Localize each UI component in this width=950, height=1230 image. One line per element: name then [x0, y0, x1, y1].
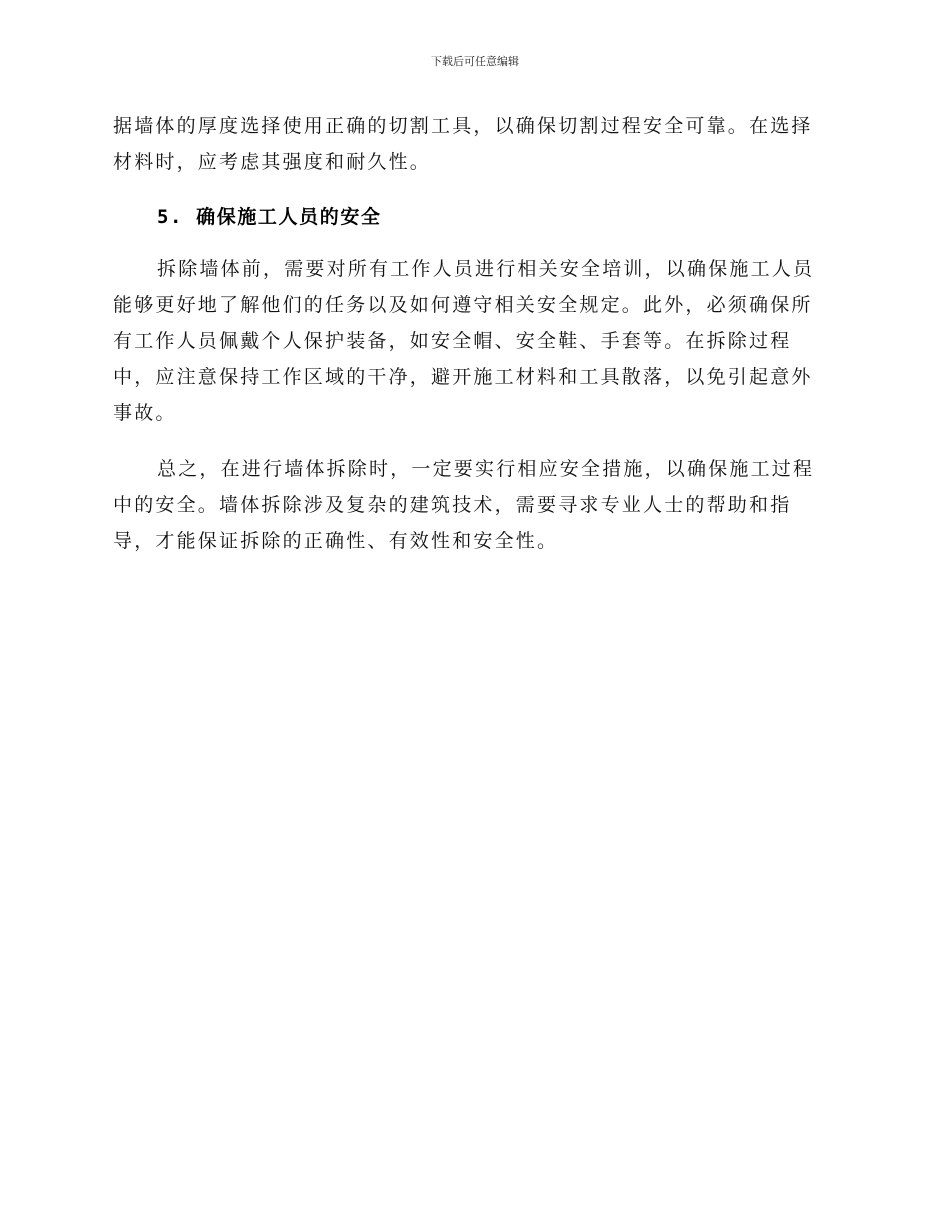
paragraph-continued: 据墙体的厚度选择使用正确的切割工具，以确保切割过程安全可靠。在选择材料时，应考虑其强度和耐久性。	[113, 115, 813, 173]
paragraph-worker-safety: 拆除墙体前，需要对所有工作人员进行相关安全培训，以确保施工人员能够更好地了解他们的任务以及如何遵守相关安全规定。此外，必须确保所有工作人员佩戴个人保护装备，如安全帽、安全鞋、手套等。在拆除过程中，应注意保持工作区域的干净，避开施工材料和工具散落，以免引起意外事故。	[113, 258, 815, 424]
paragraph-summary: 总之，在进行墙体拆除时，一定要实行相应安全措施，以确保施工过程中的安全。墙体拆除涉及复杂的建筑技术，需要寻求专业人士的帮助和指导，才能保证拆除的正确性、有效性和安全性。	[113, 458, 815, 552]
section-heading: 5. 确保施工人员的安全	[157, 206, 382, 228]
page-header-note: 下载后可任意编辑	[431, 55, 519, 68]
